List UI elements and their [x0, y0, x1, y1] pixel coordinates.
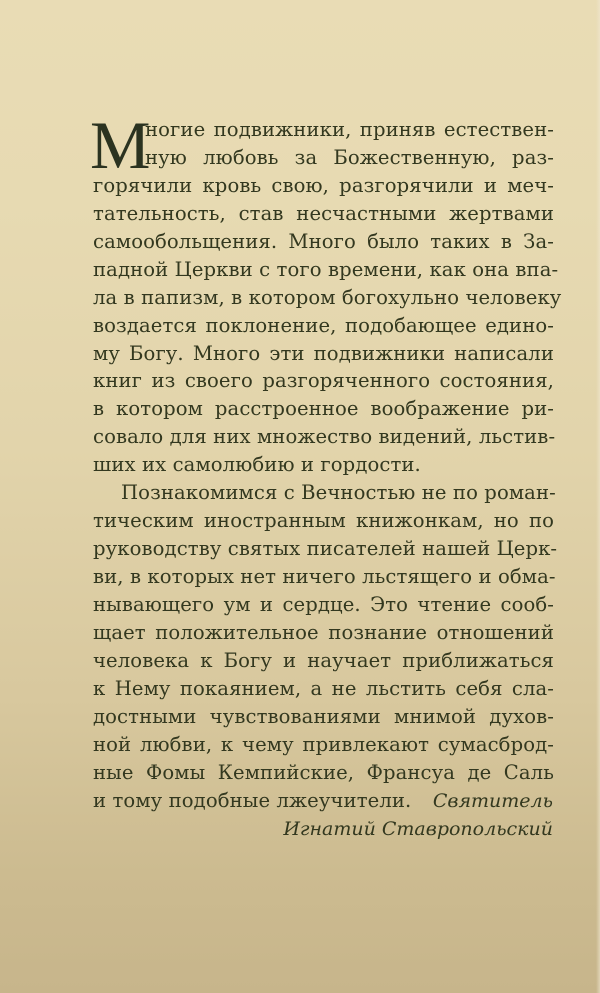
text-line: и тому подобные лжеучители. — [93, 788, 412, 812]
text-line: падной Церкви с того времени, как она впа- — [93, 257, 559, 281]
text-line: в котором расстроенное воображение ри- — [93, 397, 554, 421]
text-line: к Нему покаянием, а не льстить себя сла- — [93, 676, 554, 700]
text-line: горячили кровь свою, разгорячили и меч- — [93, 173, 554, 197]
text-line: книг из своего разгоряченного состояния, — [93, 369, 554, 393]
signature-name: Игнатий Ставропольский — [283, 817, 553, 840]
text-line: ла в папизм, в котором богохульно человеку — [93, 285, 562, 309]
text-line: му Богу. Много эти подвижники написали — [93, 341, 554, 365]
book-text — [90, 107, 562, 814]
text-line: щает положительное познание отношений — [93, 620, 554, 644]
text-line: тическим иностранным книжонкам, но по — [93, 509, 554, 533]
text-line: ной любви, к чему привлекают сумасброд- — [93, 732, 554, 756]
text-line: ших их самолюбию и гордости. — [93, 453, 421, 477]
text-line: ногие подвижники, приняв естествен- — [145, 118, 554, 141]
signature — [283, 788, 553, 843]
paragraph-2 — [93, 479, 558, 814]
text-line: воздается поклонение, подобающее едино- — [93, 313, 554, 337]
text-line: человека к Богу и научает приближаться — [93, 648, 554, 672]
paragraph-1 — [93, 116, 562, 479]
drop-cap: М — [90, 107, 151, 183]
text-line: ные Фомы Кемпийские, Франсуа де Саль — [93, 760, 554, 784]
text-line: самообольщения. Много было таких в За- — [93, 229, 554, 253]
page-edge — [596, 0, 600, 993]
text-line: руководству святых писателей нашей Церк- — [93, 537, 558, 561]
text-line: нывающего ум и сердце. Это чтение сооб- — [93, 592, 554, 616]
text-line: совало для них множество видений, льстив- — [93, 425, 556, 449]
text-line: ную любовь за Божественную, раз- — [145, 145, 554, 169]
signature-title: Святитель — [432, 790, 553, 812]
text-line: ви, в которых нет ничего льстящего и обма- — [93, 565, 556, 588]
text-line: достными чувствованиями мнимой духов- — [93, 704, 554, 728]
text-line: Познакомимся с Вечностью не по роман- — [121, 481, 556, 505]
text-line: тательность, став несчастными жертвами — [93, 201, 554, 225]
